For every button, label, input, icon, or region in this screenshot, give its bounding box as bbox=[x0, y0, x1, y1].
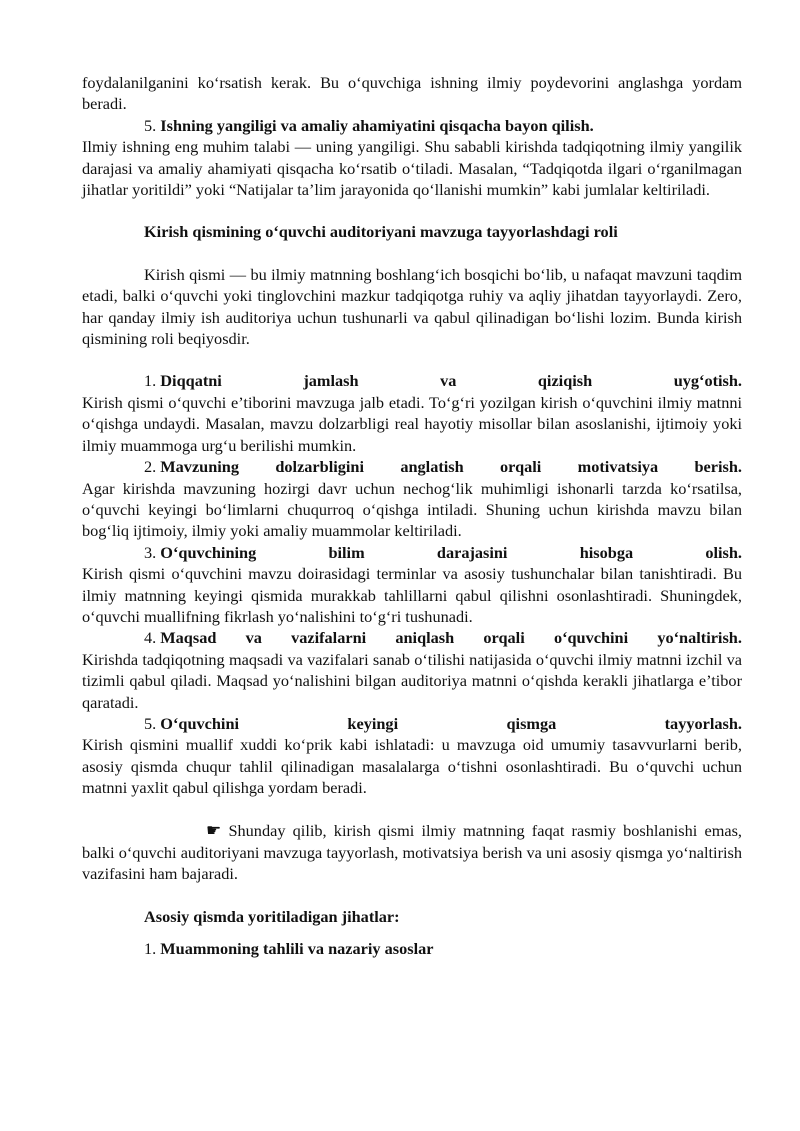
role-item-title-word: o‘quvchini bbox=[553, 628, 629, 648]
role-item-title-word: orqali bbox=[500, 457, 542, 477]
role-item-title-word: O‘quvchining bbox=[160, 542, 257, 562]
role-item-title-word: berish. bbox=[694, 457, 742, 477]
role-item-title-word: vazifalarni bbox=[291, 628, 367, 648]
next-section-heading: Asosiy qismda yoritiladigan jihatlar: bbox=[144, 906, 400, 926]
role-item-number: 1. bbox=[144, 371, 157, 391]
role-item-title-word: Mavzuning bbox=[160, 457, 240, 477]
role-item-title-word: O‘quvchini bbox=[160, 713, 240, 733]
intro-paragraph: foydalanilganini ko‘rsatish kerak. Bu o‘quvchiga ishning ilmiy poydevorini anglashga yordam beradi. bbox=[82, 73, 742, 114]
role-item-heading bbox=[82, 627, 742, 648]
role-item-number-and-first-word bbox=[144, 456, 239, 477]
role-item-heading bbox=[82, 713, 742, 734]
conclusion-paragraph bbox=[82, 820, 742, 885]
role-item-title-word: darajasini bbox=[436, 542, 508, 562]
role-item-title-word: tayyorlash. bbox=[664, 713, 742, 733]
role-item-body: Kirish qismini muallif xuddi ko‘prik kabi ishlatadi: u mavzuga oid umumiy tasavvurlarni berib, asosiy qismda chuqur tahlil qilinadigan masalalarga o‘tishni osonlashtiradi. Bu o‘quvchi uchun matnni yaxlit qabul qilishga yordam beradi. bbox=[82, 735, 742, 798]
role-item-title-word: anglatish bbox=[400, 457, 464, 477]
role-item-title-word: qiziqish bbox=[537, 371, 593, 391]
role-item bbox=[82, 456, 742, 542]
role-item-title-word: uyg‘otish. bbox=[673, 371, 742, 391]
role-item bbox=[82, 542, 742, 628]
role-item-heading bbox=[82, 542, 742, 563]
role-item bbox=[82, 370, 742, 456]
role-item-number: 2. bbox=[144, 457, 157, 477]
role-item-number-and-first-word bbox=[144, 627, 216, 648]
section-intro: Kirish qismi — bu ilmiy matnning boshlang‘ich bosqichi bo‘lib, u nafaqat mavzuni taqdim etadi, balki o‘quvchi yoki tinglovchini mazkur tadqiqotga ruhiy va aqliy jihatdan tayyorlaydi. Zero, har qanday ilmiy ish auditoriya uchun tushunarli va qabul qilinadigan bo‘lishi lozim. Bunda kirish qismining roli beqiyosdir. bbox=[82, 264, 742, 349]
item-body: Ilmiy ishning eng muhim talabi — uning yangiligi. Shu sababli kirishda tadqiqotning ilmiy yangilik darajasi va amaliy ahamiyati qisqacha ko‘rsatib o‘tiladi. Masalan, “Tadqiqotda ilgari o‘rganilmagan jihatlar yoritildi” yoki “Natijalar ta’lim jarayonida qo‘llanishi mumkin” kabi jumlalar keltiriladi. bbox=[82, 137, 742, 200]
role-item-title-word: aniqlash bbox=[395, 628, 455, 648]
role-item-title-word: yo‘naltirish. bbox=[657, 628, 742, 648]
role-item-body: Kirishda tadqiqotning maqsadi va vazifalari sanab o‘tilishi natijasida o‘quvchi ilmiy matnni izchil va tizimli qabul qiladi. Maqsad yo‘nalishini bilgan auditoriya matnni o‘qishda kerakli jihatlarga e’tibor qaratadi. bbox=[82, 649, 742, 712]
item-5-novelty bbox=[82, 115, 742, 201]
role-item-number-and-first-word bbox=[144, 713, 239, 734]
conclusion-text: Shunday qilib, kirish qismi ilmiy matnning faqat rasmiy boshlanishi emas, balki o‘quvchi auditoriyani mavzuga tayyorlash, motivatsiya berish va uni asosiy qismga yo‘naltirish vazifasini ham bajaradi. bbox=[82, 820, 742, 884]
role-item-title-word: keyingi bbox=[347, 713, 399, 733]
role-item-title-word: hisobga bbox=[579, 542, 634, 562]
section-heading: Kirish qismining o‘quvchi auditoriyani mavzuga tayyorlashdagi roli bbox=[144, 222, 618, 242]
role-item-number-and-first-word bbox=[144, 370, 222, 391]
role-item-title-word: orqali bbox=[483, 628, 525, 648]
role-item-title-word: bilim bbox=[328, 542, 365, 562]
role-items-list bbox=[82, 370, 742, 798]
role-item-title-word: Diqqatni bbox=[160, 371, 222, 391]
next-item-number: 1. bbox=[144, 939, 157, 959]
role-item-title-word: dolzarbligini bbox=[275, 457, 365, 477]
role-item-heading bbox=[82, 370, 742, 391]
next-item-title: Muammoning tahlili va nazariy asoslar bbox=[160, 939, 434, 959]
role-item-title-word: Maqsad bbox=[160, 628, 217, 648]
role-item-body: Kirish qismi o‘quvchini mavzu doirasidagi terminlar va asosiy tushunchalar bilan tanishtiradi. Bu ilmiy matnning keyingi qismida murakkab tahlillarni qabul qilishni osonlashtiradi. Shuningdek, o‘quvchi muallifning fikrlash yo‘nalishini to‘g‘ri tushunadi. bbox=[82, 564, 742, 626]
item-number: 5. bbox=[144, 115, 157, 135]
role-item bbox=[82, 627, 742, 713]
role-item-title-word: olish. bbox=[705, 542, 742, 562]
next-item bbox=[82, 938, 742, 959]
role-item-number: 4. bbox=[144, 628, 157, 648]
role-item-body: Agar kirishda mavzuning hozirgi davr uchun nechog‘lik muhimligi ishonarli tarzda ko‘rsatilsa, o‘quvchi keyingi bo‘limlarni chuqurroq o‘qishga intiladi. Shuning uchun kirishda mavzu bilan bog‘liq ijtimoiy, ilmiy yoki amaliy muammolar keltiriladi. bbox=[82, 478, 742, 541]
role-item-number-and-first-word bbox=[144, 542, 256, 563]
pointing-hand-icon: ☛ bbox=[206, 820, 222, 841]
role-item-number: 5. bbox=[144, 713, 157, 733]
role-item-title-word: qismga bbox=[506, 713, 557, 733]
role-item bbox=[82, 713, 742, 799]
role-item-title-word: jamlash bbox=[303, 371, 359, 391]
item-title: Ishning yangiligi va amaliy ahamiyatini qisqacha bayon qilish. bbox=[160, 115, 594, 135]
role-item-number: 3. bbox=[144, 542, 157, 562]
role-item-heading bbox=[82, 456, 742, 477]
role-item-title-word: va bbox=[245, 628, 262, 648]
role-item-body: Kirish qismi o‘quvchi e’tiborini mavzuga jalb etadi. To‘g‘ri yozilgan kirish o‘quvchini ilmiy matnni o‘qishga undaydi. Masalan, mavzu dolzarbligi real hayotiy misollar bilan asoslanishi, ijtimoiy yoki ilmiy muammoga urg‘u berilishi mumkin. bbox=[82, 392, 742, 455]
role-item-title-word: motivatsiya bbox=[577, 457, 659, 477]
role-item-title-word: va bbox=[440, 371, 457, 391]
